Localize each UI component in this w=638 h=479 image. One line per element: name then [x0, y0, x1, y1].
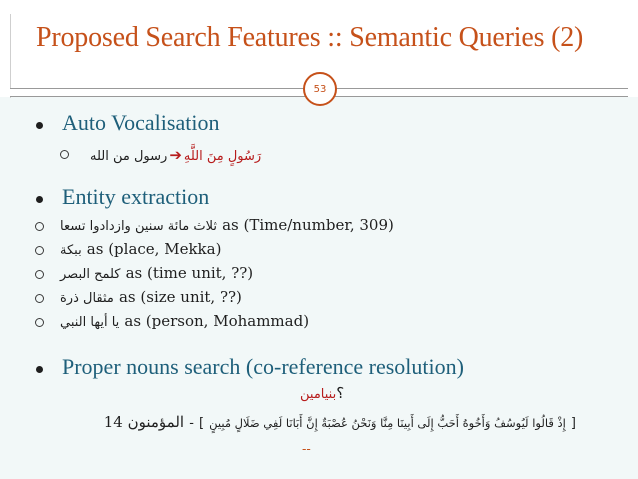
entity-arabic: ببكة [60, 243, 82, 258]
entity-label: as (person, Mohammad) [124, 312, 310, 330]
verse-close-bracket: ] [198, 416, 205, 431]
quran-verse-line [64, 412, 576, 431]
circle-bullet-icon [60, 150, 69, 159]
entity-arabic: كلمح البصر [60, 267, 121, 282]
verse-text: إِذْ قَالُوا لَيُوسُفُ وَأَخُوهُ أَحَبُّ إِلَى أَبِينَا مِنَّا وَنَحْنُ عُصْبَةٌ إِنَّ أَبَانَا لَفِي ضَلَالٍ مُبِينٍ [209, 416, 566, 430]
bullet-icon [36, 196, 43, 203]
heading-entity-extraction: Entity extraction [62, 184, 210, 209]
entity-label: as (time unit, ??) [125, 264, 254, 282]
right-arrow-icon: ➔ [169, 146, 182, 164]
proper-noun-query [300, 383, 344, 402]
heading-proper-nouns: Proper nouns search (co-reference resolution) [62, 354, 464, 379]
query-mark: ؟ [336, 384, 345, 402]
vocalisation-output: رَسُولٍ مِنَ اللَّهِ [183, 149, 262, 164]
entity-arabic: ثلاث مائة سنين وازدادوا تسعا [60, 219, 217, 234]
title-divider-line [10, 14, 11, 98]
circle-bullet-icon [35, 294, 44, 303]
list-item [60, 263, 253, 282]
vocalisation-example [90, 145, 261, 164]
circle-bullet-icon [35, 246, 44, 255]
bullet-icon [36, 366, 43, 373]
entity-label: as (Time/number, 309) [222, 216, 394, 234]
circle-bullet-icon [35, 222, 44, 231]
page-number-badge [303, 72, 337, 106]
footer-mark: -- [302, 442, 311, 457]
entity-label: as (size unit, ??) [118, 288, 242, 306]
vocalisation-input: رسول من الله [90, 149, 168, 164]
list-item [60, 215, 394, 234]
entity-arabic: يا أيها النبي [60, 315, 120, 330]
list-item [60, 311, 309, 330]
verse-reference: المؤمنون 14 [103, 413, 185, 431]
slide-title: Proposed Search Features :: Semantic Queries (2) [36, 22, 584, 53]
entity-label: as (place, Mekka) [86, 240, 222, 258]
page-number: 53 [313, 83, 327, 95]
circle-bullet-icon [35, 318, 44, 327]
circle-bullet-icon [35, 270, 44, 279]
query-text: بنيامين [300, 387, 337, 402]
verse-separator: - [189, 416, 194, 431]
list-item [60, 239, 221, 258]
list-item [60, 287, 242, 306]
entity-arabic: مثقال ذرة [60, 291, 114, 306]
heading-auto-vocalisation: Auto Vocalisation [62, 110, 220, 135]
bullet-icon [36, 122, 43, 129]
verse-open-bracket: [ [570, 416, 576, 431]
